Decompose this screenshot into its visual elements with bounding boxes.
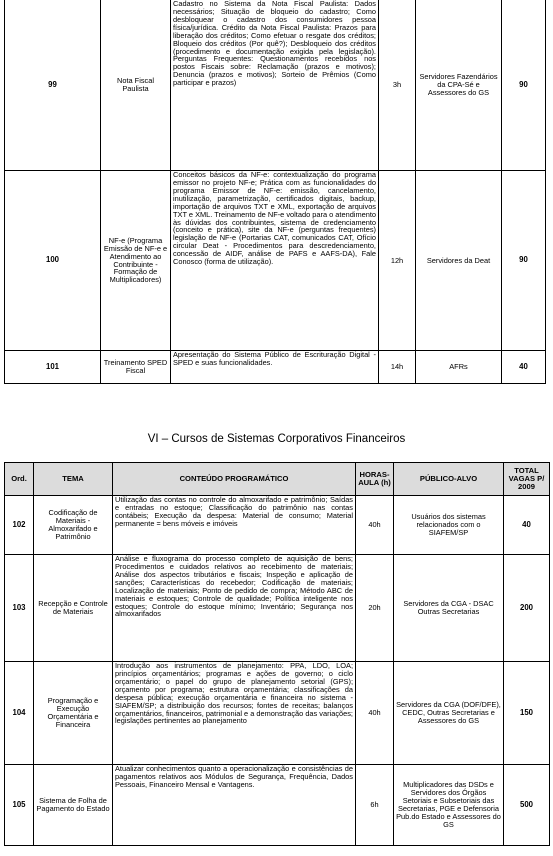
header-publico: PÚBLICO-ALVO [394, 463, 504, 496]
row-vagas: 500 [504, 765, 550, 846]
header-conteudo: CONTEÚDO PROGRAMÁTICO [113, 463, 356, 496]
row-horas: 12h [379, 171, 416, 351]
row-ord: 103 [5, 555, 34, 662]
row-tema: Nota Fiscal Paulista [101, 0, 171, 171]
financial-systems-courses-table [4, 462, 550, 846]
row-conteudo: Introdução aos instrumentos de planejamento: PPA, LDO, LOA; princípios orçamentários; programas e ações de governo; o ciclo orçamentário; o papel do grupo de planejamento setorial (GPS); orçamento por programa; estrutura orçamentária; classificações da despesa pública; execução orçamentária e financeira no sistema - SIAFEM/SP; a distribuição dos recursos; fontes de receitas; balanços orçamentários, financeiros, patrimonial e a demonstração das variações; legislações pertinentes ao planejamento [113, 662, 356, 765]
row-ord: 102 [5, 496, 34, 555]
row-horas: 3h [379, 0, 416, 171]
row-conteudo: Cadastro no Sistema da Nota Fiscal Paulista: Dados necessários; Situação de bloqueio do cadastro; Como desbloquear o cadastro dos consumidores pessoa física/jurídica. Crédito da Nota Fiscal Paulista: Prazos para liberação dos créditos; Como efetuar o resgate dos créditos; Bloqueio dos créditos (Por quê?); Desbloqueio dos créditos (procedimento e documentação exigida pela legislação). Perguntas Frequentes: Questionamentos recebidos nos postos Fiscais sobre: Reclamação (prazos e motivos); Denuncia (prazos e motivos); Sorteio de Prêmios (Como participar e prazos) [171, 0, 379, 171]
header-tema: TEMA [34, 463, 113, 496]
table-row [5, 351, 546, 384]
row-tema: Sistema de Folha de Pagamento do Estado [34, 765, 113, 846]
section-title: VI – Cursos de Sistemas Corporativos Financeiros [147, 433, 406, 445]
table-row [5, 765, 550, 846]
table-row [5, 0, 546, 171]
row-vagas: 150 [504, 662, 550, 765]
row-ord: 104 [5, 662, 34, 765]
row-horas: 6h [356, 765, 394, 846]
row-horas: 40h [356, 662, 394, 765]
row-publico: Multiplicadores das DSDs e Servidores dos Órgãos Setoriais e Subsetoriais das Secretarias, PGE e Defensoria Pub.do Estado e Assessores do GS [394, 765, 504, 846]
row-horas: 14h [379, 351, 416, 384]
row-vagas: 90 [502, 0, 546, 171]
header-horas: HORAS-AULA (h) [356, 463, 394, 496]
row-tema: Treinamento SPED Fiscal [101, 351, 171, 384]
row-ord: 99 [5, 0, 101, 171]
row-conteudo: Conceitos básicos da NF-e: contextualização do programa emissor no projeto NF-e; Prática com as funcionalidades do programa Emissor de NF-e: emissão, cancelamento, inutilização, parametrização, certificados digitais, backup, importação de arquivos TXT e XML, exportação de arquivos TXT e XML. Treinamento de NF-e voltado para o atendimento às dúvidas dos contribuintes, sistema de credenciamento (conceito e prática), site da NF-e (perguntas frequentes) legislação de NF-e (Portarias CAT, comunicados CAT, Ofício circular Deat - Procedimentos para descredenciamento, concessão de AIDF, análise de PAFS e AAFS-DA), Fale Conosco (forma de utilização). [171, 171, 379, 351]
row-tema: Programação e Execução Orçamentária e Financeira [34, 662, 113, 765]
row-horas: 20h [356, 555, 394, 662]
table-row [5, 171, 546, 351]
table-row [5, 555, 550, 662]
row-ord: 100 [5, 171, 101, 351]
row-conteudo: Apresentação do Sistema Público de Escrituração Digital - SPED e suas funcionalidades. [171, 351, 379, 384]
row-horas: 40h [356, 496, 394, 555]
row-publico: Usuários dos sistemas relacionados com o SIAFEM/SP [394, 496, 504, 555]
row-vagas: 40 [504, 496, 550, 555]
row-conteudo: Utilização das contas no controle do almoxarifado e patrimônio; Saídas e entradas no estoque; Classificação do patrimônio nas contas contábeis; Execução da despesa: Material de consumo; Material permanente = bens móveis e imóveis [113, 496, 356, 555]
row-ord: 105 [5, 765, 34, 846]
row-vagas: 40 [502, 351, 546, 384]
row-tema: Codificação de Materiais - Almoxarifado e Patrimônio [34, 496, 113, 555]
table-row [5, 496, 550, 555]
header-vagas: TOTAL VAGAS P/ 2009 [504, 463, 550, 496]
row-publico: AFRs [416, 351, 502, 384]
row-ord: 101 [5, 351, 101, 384]
row-vagas: 200 [504, 555, 550, 662]
row-conteudo: Análise e fluxograma do processo completo de aquisição de bens; Procedimentos e cuidados relativos ao recebimento de materiais; Análise dos aspectos tributários e fiscais; Inspeção e aplicação de sanções; Características do recebedor; Codificação de materiais; Localização de materiais; Ponto de pedido de compra; Método ABC de materiais e estoques; Controle de qualidade; Política inteligente nos estoques; Controle do estoque mínimo; Inventário; Segurança nos almoxarifados [113, 555, 356, 662]
row-publico: Servidores da CGA - DSAC Outras Secretarias [394, 555, 504, 662]
table-row [5, 662, 550, 765]
row-publico: Servidores da CGA (DOF/DFE), CEDC, Outras Secretarias e Assessores do GS [394, 662, 504, 765]
row-vagas: 90 [502, 171, 546, 351]
courses-table-continued [4, 0, 546, 384]
row-publico: Servidores da Deat [416, 171, 502, 351]
row-tema: NF-e (Programa Emissão de NF-e e Atendimento ao Contribuinte - Formação de Multiplicadores) [101, 171, 171, 351]
row-publico: Servidores Fazendários da CPA-Sé e Assessores do GS [416, 0, 502, 171]
row-conteudo: Atualizar conhecimentos quanto a operacionalização e consistências de pagamentos relativos aos Módulos de Segurança, Frequência, Dados Pessoais, Financeiro Mensal e Vantagens. [113, 765, 356, 846]
row-tema: Recepção e Controle de Materiais [34, 555, 113, 662]
table-header-row [5, 463, 550, 496]
header-ord: Ord. [5, 463, 34, 496]
